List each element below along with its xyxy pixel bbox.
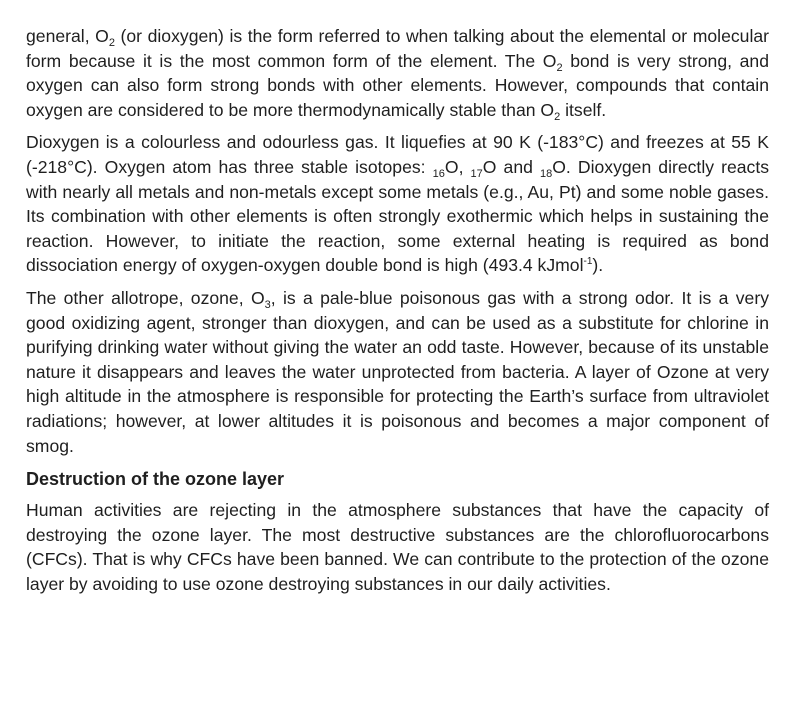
text-run: O. Dioxygen directly reacts with nearly all metals and non-metals except some metals (e.g., Au, Pt) and some noble gases. Its combination with other elements is often strongly exothermic which helps in sustaining the reaction. However, to initiate the reaction, some external heating is required as bond dissociation energy of oxygen-oxygen double bond is high (493.4 kJmol	[26, 156, 770, 276]
paragraph-dioxygen-general	[26, 24, 769, 122]
superscript: -1	[583, 256, 593, 268]
subscript: 17	[470, 167, 483, 180]
section-heading: Destruction of the ozone layer	[26, 469, 285, 490]
text-run: bond is very strong, and oxygen can also form strong bonds with other elements. However, compounds that contain oxygen are considered to be more thermodynamically stable than O	[26, 50, 769, 120]
subscript: 18	[539, 167, 553, 180]
subscript: 3	[264, 298, 271, 311]
text-run: O,	[444, 156, 471, 177]
text-run: itself.	[560, 99, 607, 120]
text-run: general, O	[26, 26, 109, 46]
text-run: O and	[482, 156, 540, 177]
paragraph-dioxygen-properties	[26, 130, 769, 278]
text-run: ).	[592, 255, 604, 276]
text-run: , is a pale-blue poisonous gas with a strong odor. It is a very good oxidizing agent, stronger than dioxygen, and can be used as a substitute for chlorine in purifying drinking water without giving the water an odd taste. However, because of its unstable nature it disappears and leaves the water unprotected from bacteria. A layer of Ozone at very high altitude in the atmosphere is responsible for protecting the Earth’s surface from ultraviolet radiations; however, at lower altitudes it is poisonous and becomes a major component of smog.	[26, 287, 769, 456]
subscript: 2	[556, 61, 563, 74]
subscript: 2	[554, 110, 561, 123]
text-run: (or dioxygen) is the form referred to when talking about the elemental or molecular form because it is the most common form of the element. The O	[26, 26, 769, 71]
text-run: The other allotrope, ozone, O	[26, 287, 265, 308]
text-run: Dioxygen is a colourless and odourless gas. It liquefies at 90 K (-183°C) and freezes at 55 K (-218°C). Oxygen atom has three stable isotopes:	[26, 132, 769, 177]
paragraph-ozone	[26, 286, 769, 458]
subscript: 16	[432, 167, 445, 180]
subscript: 2	[108, 37, 115, 49]
paragraph-ozone-destruction: Human activities are rejecting in the atmosphere substances that have the capacity of destroying the ozone layer. The most destructive substances are the chlorofluorocarbons (CFCs). That is why CFCs have been banned. We can contribute to the protection of the ozone layer by avoiding to use ozone destroying substances in our daily activities.	[26, 500, 769, 594]
